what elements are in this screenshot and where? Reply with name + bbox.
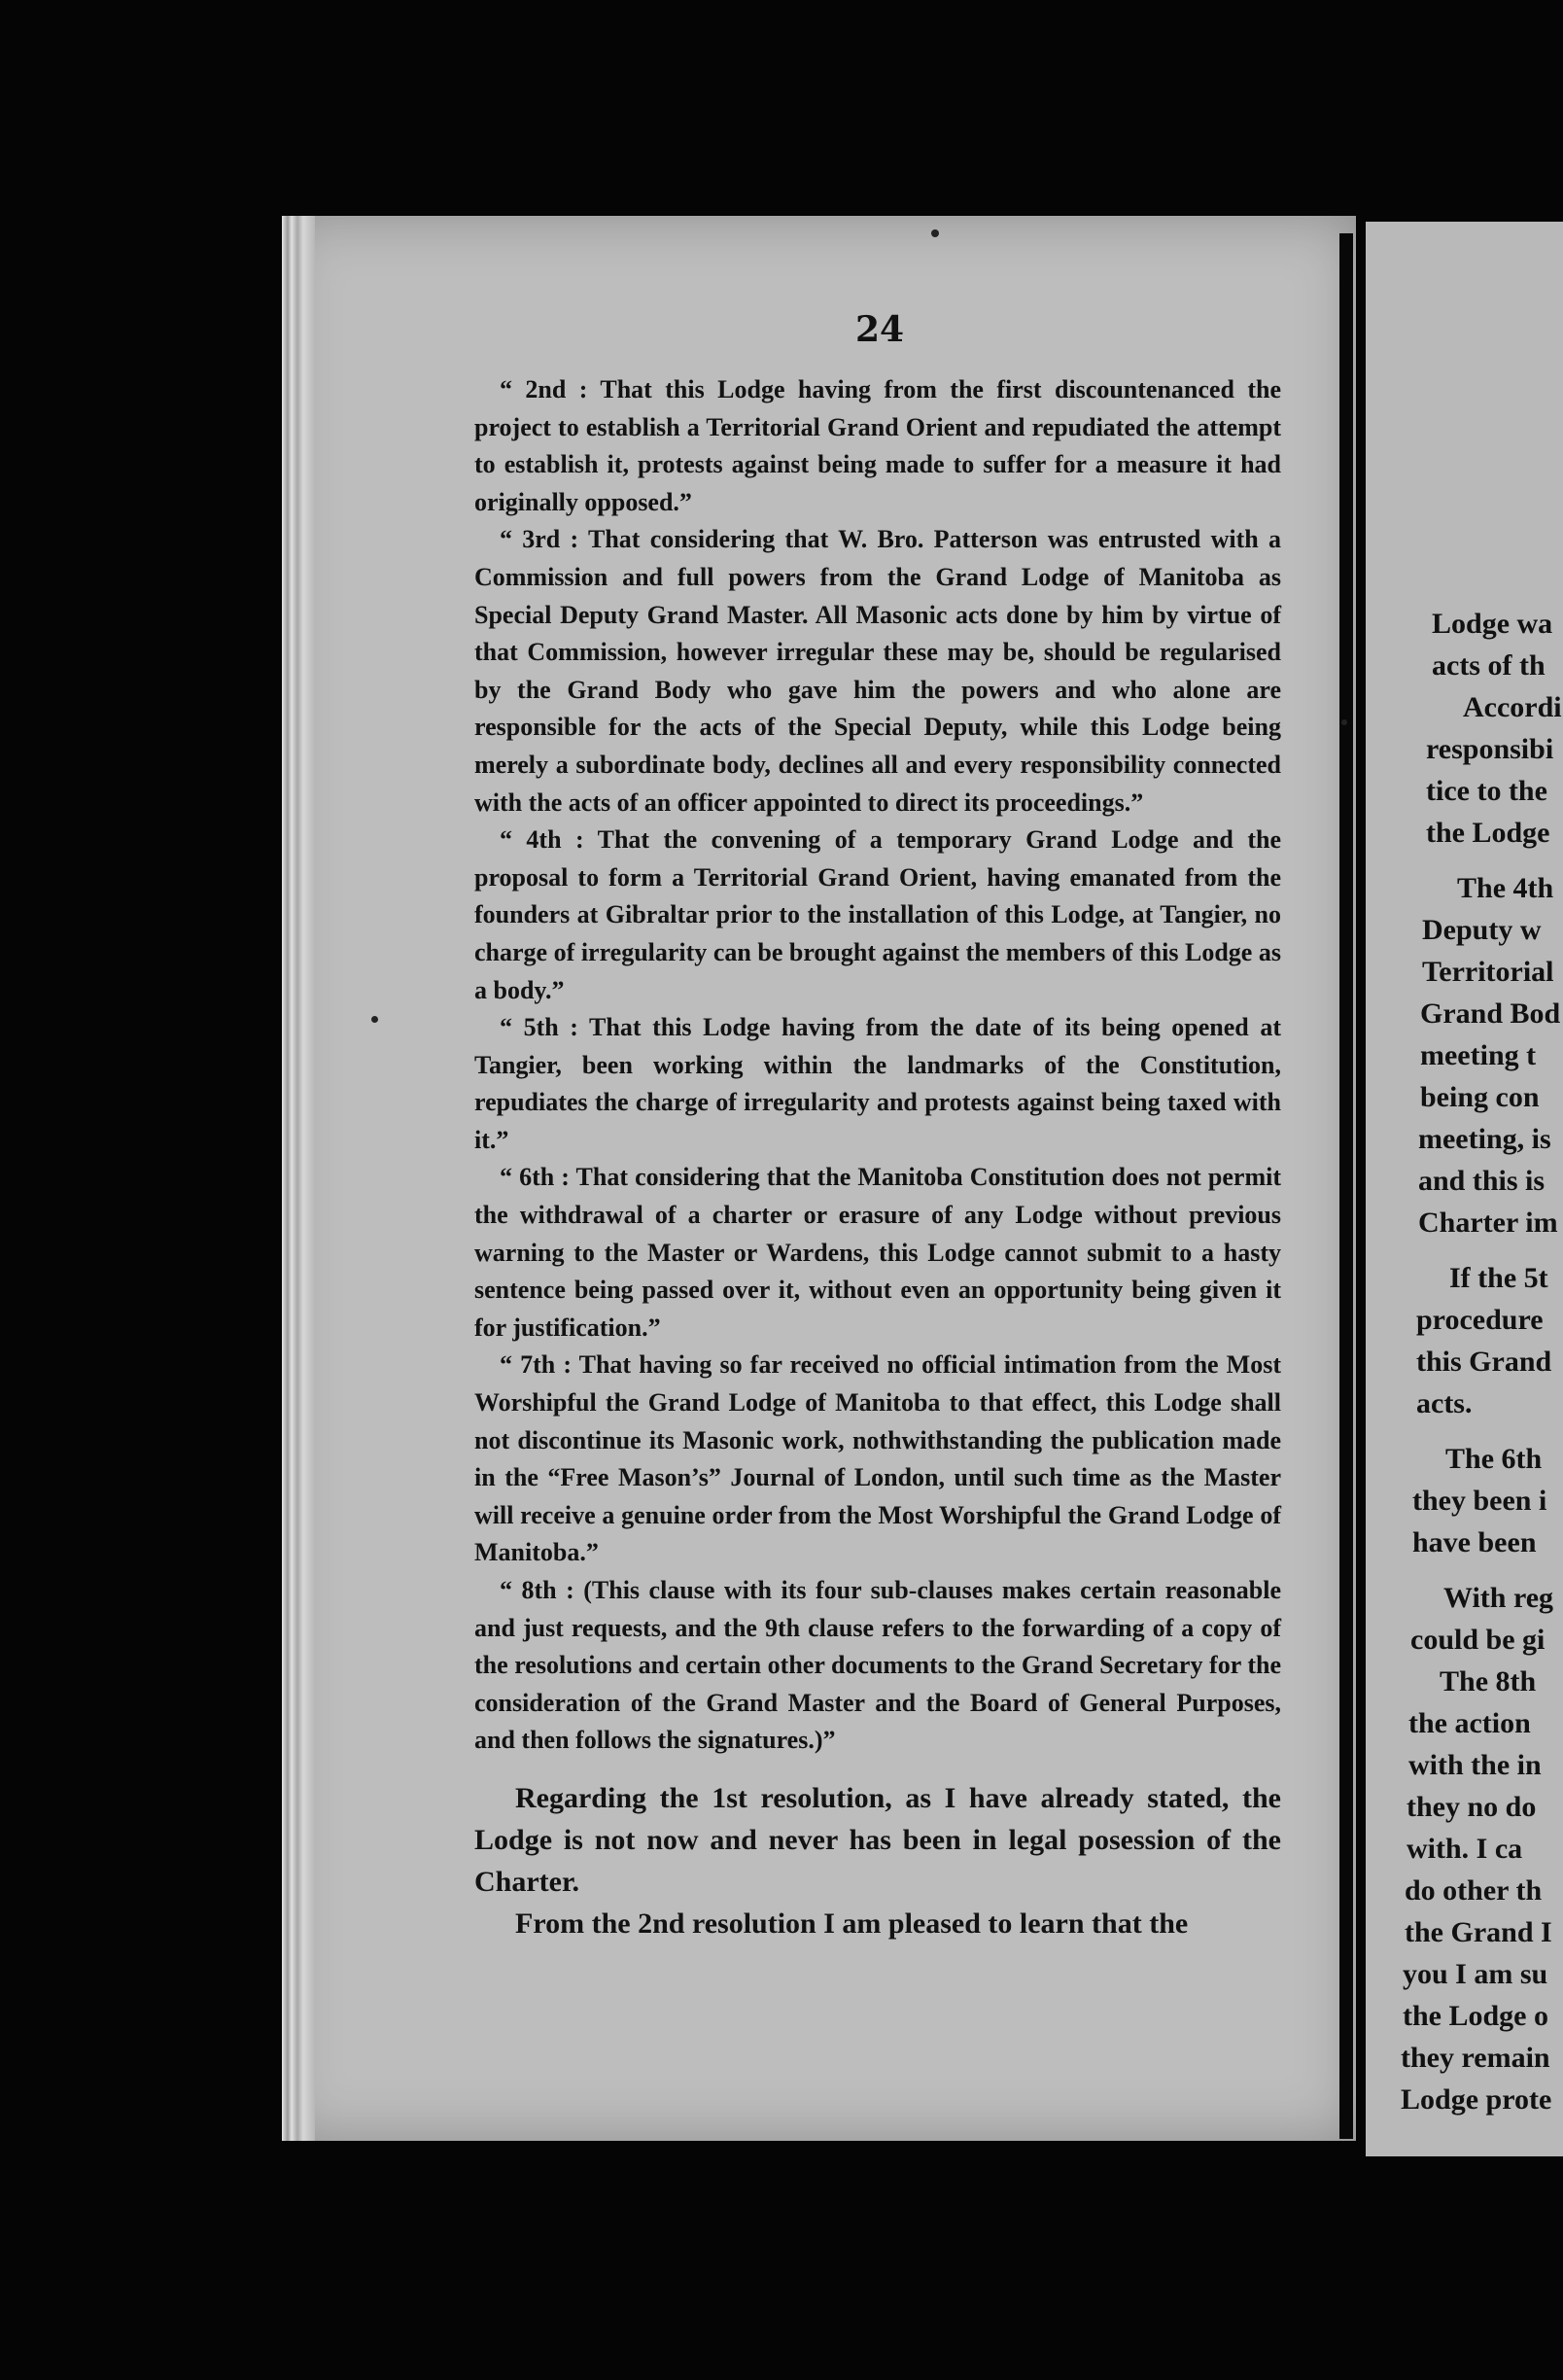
body-paragraph: From the 2nd resolution I am pleased to learn that the <box>515 1907 1189 1940</box>
facing-line: you I am su <box>1403 1958 1548 1990</box>
scan-speck <box>1341 719 1347 725</box>
facing-line: could be gi <box>1410 1624 1546 1656</box>
quoted-resolution-6th: “ 6th : That considering that the Manitoba Constitution does not permit the withdrawal of a charter or erasure of any Lodge without previous warning to the Master or Wardens, this Lodge cannot submit to a hasty sentence being passed over it, without even an opportunity being given it for justification.” <box>474 1163 1281 1342</box>
page-number: 24 <box>855 309 905 350</box>
quoted-resolution-4th: “ 4th : That the convening of a temporary Grand Lodge and the proposal to form a Territorial Grand Orient, having emanated from the founders at Gibraltar prior to the installation of this Lodge, at Tangier, no charge of irregularity can be brought against the members of this Lodge as a body.” <box>474 825 1281 1004</box>
facing-line: The 6th <box>1445 1443 1543 1475</box>
facing-line: acts of th <box>1432 649 1546 682</box>
scan-speck <box>371 1016 378 1023</box>
book-gutter <box>1339 233 1353 2139</box>
facing-page-text <box>1366 603 1563 2120</box>
facing-line: they no do <box>1407 1791 1537 1823</box>
facing-line: meeting, is <box>1418 1123 1551 1155</box>
quoted-resolution-8th: “ 8th : (This clause with its four sub-clauses makes certain reasonable and just requests, and the 9th clause refers to the forwarding of a copy of the resolutions and certain other documents to the Grand Secretary for the consideration of the Grand Master and the Board of General Purposes, and then follows the signatures.)” <box>474 1576 1281 1755</box>
facing-line: Accordi <box>1463 691 1562 723</box>
facing-line: Deputy w <box>1422 914 1542 946</box>
facing-page <box>1366 222 1563 2156</box>
facing-line: have been <box>1412 1526 1537 1558</box>
facing-line: and this is <box>1418 1165 1546 1197</box>
facing-line: they been i <box>1412 1485 1547 1517</box>
facing-line: meeting t <box>1420 1039 1537 1071</box>
facing-line: Territorial <box>1422 956 1554 988</box>
facing-line: The 4th <box>1457 872 1554 904</box>
facing-line: The 8th <box>1440 1665 1537 1698</box>
quoted-resolution-3rd: “ 3rd : That considering that W. Bro. Patterson was entrusted with a Commission and full powers from the Grand Lodge of Manitoba as Special Deputy Grand Master. All Masonic acts done by him by virtue of that Commission, however irregular these may be, should be regularised by the Grand Body who gave him the powers and who alone are responsible for the acts of the Special Deputy, while this Lodge being merely a subordinate body, declines all and every responsibility connected with the acts of an officer appointed to direct its proceedings.” <box>474 525 1281 817</box>
facing-line: Lodge prote <box>1401 2083 1552 2116</box>
facing-line: procedure <box>1416 1304 1544 1336</box>
facing-line: the Lodge o <box>1403 2000 1548 2032</box>
quoted-resolution-7th: “ 7th : That having so far received no official intimation from the Most Worshipful the Grand Lodge of Manitoba to that effect, this Lodge shall not discontinue its Masonic work, nothwithstanding the publication made in the “Free Mason’s” Journal of London, until such time as the Master will receive a genuine order from the Most Worshipful the Grand Lodge of Manitoba.” <box>474 1350 1281 1567</box>
facing-line: this Grand <box>1416 1346 1552 1378</box>
facing-line: the Lodge <box>1426 817 1550 849</box>
facing-line: Grand Bod <box>1420 998 1561 1030</box>
facing-line: do other th <box>1405 1874 1543 1907</box>
facing-line: Lodge wa <box>1432 608 1553 640</box>
facing-line: responsibi <box>1426 733 1554 765</box>
scan-speck <box>931 229 939 237</box>
facing-line: tice to the <box>1426 775 1547 807</box>
facing-line: Charter im <box>1418 1207 1558 1239</box>
quoted-resolution-2nd: “ 2nd : That this Lodge having from the first discountenanced the project to establish a Territorial Grand Orient and repudiated the attempt to establish it, protests against being made to suffer for a measure it had originally opposed.” <box>474 375 1281 516</box>
facing-line: being con <box>1420 1081 1540 1113</box>
facing-line: they remain <box>1401 2042 1550 2074</box>
facing-line: with the in <box>1408 1749 1542 1781</box>
page-body <box>474 371 1281 1944</box>
facing-line: with. I ca <box>1407 1833 1523 1865</box>
facing-line: With reg <box>1443 1582 1554 1614</box>
facing-line: the action <box>1408 1707 1531 1739</box>
body-paragraph: Regarding the 1st resolution, as I have already stated, the Lodge is not now and never has been in legal posession of the Charter. <box>474 1781 1281 1898</box>
quoted-resolution-5th: “ 5th : That this Lodge having from the date of its being opened at Tangier, been working within the landmarks of the Constitution, repudiates the charge of irregularity and protests against being taxed with it.” <box>474 1013 1281 1154</box>
facing-line: acts. <box>1416 1387 1473 1419</box>
page-edge <box>282 216 315 2141</box>
facing-line: the Grand I <box>1405 1916 1552 1948</box>
facing-line: If the 5t <box>1449 1262 1548 1294</box>
